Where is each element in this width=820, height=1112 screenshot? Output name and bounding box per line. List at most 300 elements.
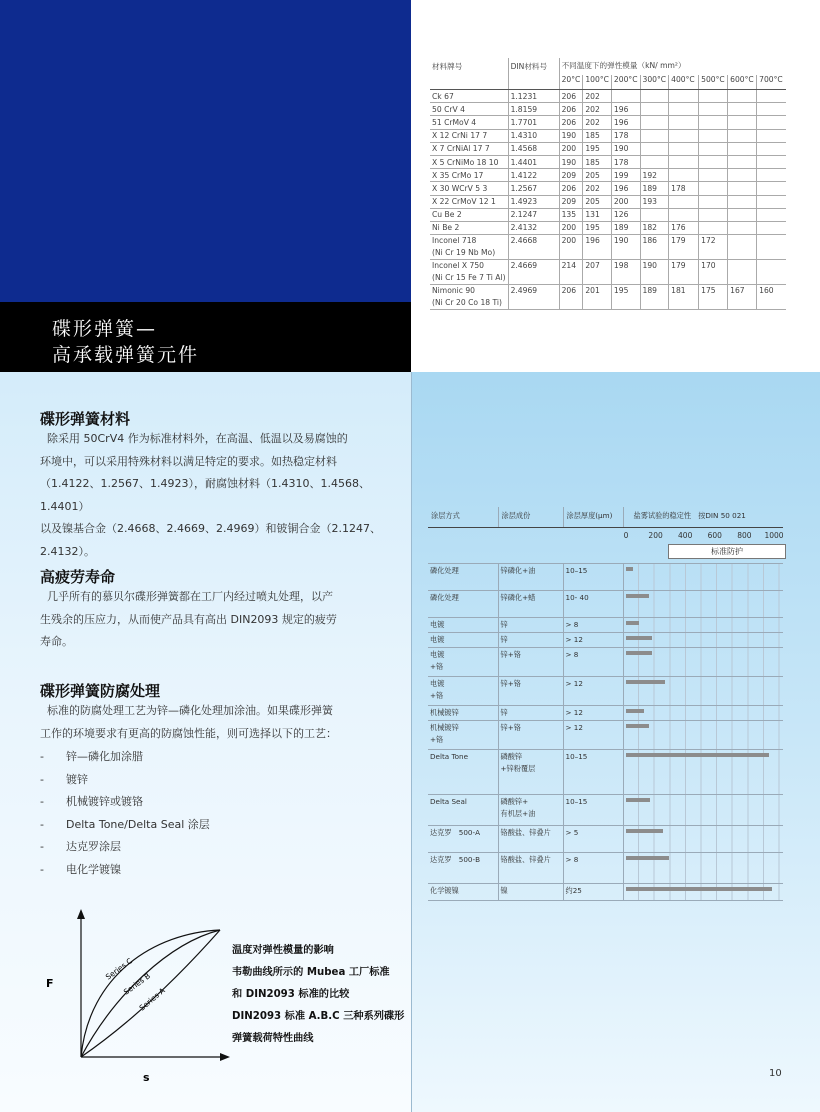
salt-spray-bar bbox=[626, 856, 670, 860]
cell-line: > 12 bbox=[565, 635, 583, 644]
salt-spray-cell bbox=[623, 721, 783, 750]
col-material: 材料牌号 bbox=[430, 58, 508, 90]
material-name bbox=[430, 116, 508, 129]
modulus-value: 167 bbox=[728, 285, 757, 310]
modulus-value: 176 bbox=[669, 221, 699, 234]
modulus-value: 185 bbox=[583, 155, 612, 168]
modulus-value: 196 bbox=[611, 182, 640, 195]
modulus-value bbox=[640, 142, 669, 155]
din-number: 1.8159 bbox=[508, 103, 559, 116]
coating-thickness bbox=[563, 706, 623, 721]
salt-spray-cell bbox=[623, 884, 783, 901]
modulus-value: 202 bbox=[583, 116, 612, 129]
modulus-value bbox=[699, 195, 728, 208]
cell-line: Delta Seal bbox=[430, 797, 467, 806]
modulus-value bbox=[699, 142, 728, 155]
cell-line: 锌磷化+蜡 bbox=[500, 593, 536, 602]
cell-line: > 5 bbox=[565, 828, 579, 837]
list-item bbox=[40, 836, 210, 859]
graph-caption bbox=[232, 940, 412, 1050]
salt-spray-bar bbox=[626, 887, 772, 891]
material-row bbox=[430, 103, 786, 116]
corrosion-options-list bbox=[40, 746, 210, 881]
salt-spray-bar bbox=[626, 680, 665, 684]
standard-protection-box: 标准防护 bbox=[668, 544, 786, 559]
temp-header: 600°C bbox=[728, 75, 757, 90]
salt-spray-bar bbox=[626, 709, 645, 713]
modulus-value bbox=[757, 142, 786, 155]
coating-thickness bbox=[563, 884, 623, 901]
modulus-value: 190 bbox=[559, 129, 583, 142]
list-item bbox=[40, 859, 210, 882]
cell-line: 机械镀锌 bbox=[430, 723, 459, 732]
material-row bbox=[430, 182, 786, 195]
modulus-value bbox=[669, 129, 699, 142]
modulus-value: 202 bbox=[583, 182, 612, 195]
modulus-value: 186 bbox=[640, 235, 669, 260]
list-item-text: 机械镀锌或镀铬 bbox=[66, 795, 143, 808]
modulus-value: 126 bbox=[611, 208, 640, 221]
scale-tick-label: 200 bbox=[648, 531, 663, 540]
list-dash: - bbox=[40, 817, 44, 831]
salt-spray-cell bbox=[623, 633, 783, 648]
coating-composition bbox=[498, 826, 563, 853]
modulus-value bbox=[728, 260, 757, 285]
modulus-value bbox=[757, 221, 786, 234]
modulus-value: 202 bbox=[583, 90, 612, 103]
salt-spray-bar bbox=[626, 753, 769, 757]
list-item bbox=[40, 769, 210, 792]
material-row bbox=[430, 221, 786, 234]
salt-spray-bar bbox=[626, 636, 652, 640]
din-number: 2.4132 bbox=[508, 221, 559, 234]
coating-thickness bbox=[563, 853, 623, 884]
series-c-label: Series C bbox=[103, 956, 135, 982]
page-title-line-2: 高承载弹簧元件 bbox=[52, 344, 200, 366]
salt-spray-cell bbox=[623, 826, 783, 853]
section-title-fatigue: 高疲劳寿命 bbox=[40, 568, 116, 586]
material-row bbox=[430, 90, 786, 103]
paragraph-line: 除采用 50CrV4 作为标准材料外，在高温、低温以及易腐蚀的 bbox=[47, 432, 348, 445]
coating-composition bbox=[498, 564, 563, 591]
modulus-value bbox=[669, 195, 699, 208]
modulus-value: 190 bbox=[611, 142, 640, 155]
salt-spray-cell bbox=[623, 591, 783, 618]
material-composition: (Ni Cr 20 Co 18 Ti) bbox=[432, 298, 502, 308]
coating-row bbox=[428, 706, 783, 721]
modulus-value bbox=[728, 103, 757, 116]
modulus-value bbox=[757, 129, 786, 142]
cell-line: 磷化处理 bbox=[430, 593, 459, 602]
material-row bbox=[430, 142, 786, 155]
modulus-value bbox=[757, 90, 786, 103]
modulus-value: 201 bbox=[583, 285, 612, 310]
modulus-value: 189 bbox=[640, 182, 669, 195]
material-name bbox=[430, 195, 508, 208]
modulus-value: 185 bbox=[583, 129, 612, 142]
cell-line: > 8 bbox=[565, 620, 579, 629]
corrosion-paragraph bbox=[40, 700, 385, 745]
material-grade: 51 CrMoV 4 bbox=[432, 117, 477, 127]
modulus-value bbox=[640, 208, 669, 221]
modulus-value: 179 bbox=[669, 235, 699, 260]
modulus-value bbox=[757, 208, 786, 221]
material-row bbox=[430, 260, 786, 285]
modulus-value: 181 bbox=[669, 285, 699, 310]
col-coating-thickness: 涂层厚度(μm) bbox=[563, 507, 623, 528]
col-salt-spray: 盐雾试验的稳定性 按DIN 50 021 bbox=[623, 507, 783, 528]
modulus-value: 206 bbox=[559, 116, 583, 129]
modulus-value: 200 bbox=[559, 142, 583, 155]
cell-line: 磷化处理 bbox=[430, 566, 459, 575]
y-axis-label: F bbox=[46, 977, 54, 990]
caption-line: 温度对弹性模量的影响 bbox=[232, 945, 334, 956]
temp-header: 100°C bbox=[583, 75, 612, 90]
cell-line: 铬酸盐、锌叠片 bbox=[500, 855, 551, 864]
din-number: 1.4923 bbox=[508, 195, 559, 208]
cell-line: 电镀 bbox=[430, 679, 445, 688]
coating-composition bbox=[498, 721, 563, 750]
modulus-value: 135 bbox=[559, 208, 583, 221]
temp-header: 300°C bbox=[640, 75, 669, 90]
modulus-value bbox=[728, 221, 757, 234]
list-item-text: 锌—磷化加涂腊 bbox=[66, 750, 143, 763]
modulus-value bbox=[757, 260, 786, 285]
salt-spray-cell bbox=[623, 618, 783, 633]
cell-line: 锌+铬 bbox=[500, 723, 521, 732]
coating-table bbox=[428, 507, 783, 901]
modulus-value bbox=[757, 116, 786, 129]
din-number: 1.4401 bbox=[508, 155, 559, 168]
modulus-value bbox=[699, 90, 728, 103]
salt-spray-cell bbox=[623, 795, 783, 826]
modulus-value: 200 bbox=[559, 235, 583, 260]
cell-line: > 8 bbox=[565, 855, 579, 864]
cell-line: +铬 bbox=[430, 662, 444, 671]
material-row bbox=[430, 129, 786, 142]
caption-line: 韦勒曲线所示的 Mubea 工厂标准 bbox=[232, 967, 390, 978]
col-modulus: 不同温度下的弹性模量（kN/ mm²） bbox=[559, 58, 786, 75]
modulus-value: 192 bbox=[640, 169, 669, 182]
material-name bbox=[430, 285, 508, 310]
coating-composition bbox=[498, 618, 563, 633]
material-row bbox=[430, 195, 786, 208]
din-number: 1.7701 bbox=[508, 116, 559, 129]
modulus-value: 193 bbox=[640, 195, 669, 208]
modulus-value: 190 bbox=[640, 260, 669, 285]
cell-line: 铬酸盐、锌叠片 bbox=[500, 828, 551, 837]
modulus-value bbox=[669, 155, 699, 168]
modulus-value bbox=[699, 182, 728, 195]
fatigue-paragraph bbox=[40, 586, 385, 654]
coating-method bbox=[428, 795, 498, 826]
modulus-value: 190 bbox=[559, 155, 583, 168]
cell-line: 机械镀锌 bbox=[430, 708, 459, 717]
temp-header: 20°C bbox=[559, 75, 583, 90]
coating-method bbox=[428, 826, 498, 853]
paragraph-line: （1.4122、1.2567、1.4923），耐腐蚀材料（1.4310、1.4568、1.4401） bbox=[40, 477, 370, 513]
salt-spray-bar bbox=[626, 829, 664, 833]
salt-spray-cell bbox=[623, 706, 783, 721]
modulus-value bbox=[640, 116, 669, 129]
modulus-value bbox=[640, 103, 669, 116]
cell-line: 锌+铬 bbox=[500, 679, 521, 688]
material-name bbox=[430, 221, 508, 234]
coating-method bbox=[428, 591, 498, 618]
material-row bbox=[430, 169, 786, 182]
modulus-value bbox=[669, 116, 699, 129]
din-number: 2.4969 bbox=[508, 285, 559, 310]
modulus-value: 205 bbox=[583, 169, 612, 182]
modulus-value: 179 bbox=[669, 260, 699, 285]
salt-spray-scale bbox=[623, 531, 784, 545]
coating-thickness bbox=[563, 677, 623, 706]
modulus-value bbox=[640, 129, 669, 142]
modulus-value: 200 bbox=[559, 221, 583, 234]
coating-row bbox=[428, 884, 783, 901]
coating-method bbox=[428, 884, 498, 901]
modulus-value: 196 bbox=[611, 116, 640, 129]
temp-header: 200°C bbox=[611, 75, 640, 90]
coating-thickness bbox=[563, 648, 623, 677]
coating-method bbox=[428, 853, 498, 884]
material-grade: X 7 CrNiAl 17 7 bbox=[432, 144, 490, 154]
caption-line: 弹簧载荷特性曲线 bbox=[232, 1033, 314, 1044]
modulus-value bbox=[757, 195, 786, 208]
modulus-value: 196 bbox=[611, 103, 640, 116]
coating-thickness bbox=[563, 721, 623, 750]
modulus-value: 202 bbox=[583, 103, 612, 116]
paragraph-line: 生残余的压应力，从而使产品具有高出 DIN2093 规定的疲劳 bbox=[40, 612, 337, 626]
modulus-value: 207 bbox=[583, 260, 612, 285]
din-number: 2.4668 bbox=[508, 235, 559, 260]
modulus-value: 189 bbox=[640, 285, 669, 310]
salt-spray-bar bbox=[626, 724, 649, 728]
salt-spray-bar bbox=[626, 567, 633, 571]
modulus-value bbox=[699, 155, 728, 168]
coating-thickness bbox=[563, 564, 623, 591]
coating-composition bbox=[498, 648, 563, 677]
modulus-value bbox=[728, 208, 757, 221]
coating-row bbox=[428, 618, 783, 633]
modulus-value bbox=[728, 169, 757, 182]
cell-line: 锌 bbox=[500, 620, 508, 629]
coating-method bbox=[428, 706, 498, 721]
modulus-value bbox=[699, 221, 728, 234]
material-row bbox=[430, 235, 786, 260]
list-dash: - bbox=[40, 750, 44, 763]
salt-spray-cell bbox=[623, 648, 783, 677]
modulus-value: 195 bbox=[583, 142, 612, 155]
cell-line: 10- 40 bbox=[565, 593, 589, 602]
din-number: 2.4669 bbox=[508, 260, 559, 285]
modulus-value: 160 bbox=[757, 285, 786, 310]
material-name bbox=[430, 155, 508, 168]
modulus-value bbox=[728, 116, 757, 129]
cell-line: +铬 bbox=[430, 735, 444, 744]
material-row bbox=[430, 208, 786, 221]
material-name bbox=[430, 208, 508, 221]
modulus-value: 195 bbox=[583, 221, 612, 234]
section-title-materials: 碟形弹簧材料 bbox=[40, 410, 131, 428]
modulus-value bbox=[728, 182, 757, 195]
coating-row bbox=[428, 795, 783, 826]
materials-paragraph bbox=[40, 428, 385, 563]
coating-row bbox=[428, 853, 783, 884]
material-grade: Inconel X 750 bbox=[432, 261, 484, 271]
modulus-value: 206 bbox=[559, 103, 583, 116]
modulus-value: 200 bbox=[611, 195, 640, 208]
material-name bbox=[430, 142, 508, 155]
list-item-text: 电化学镀镍 bbox=[66, 862, 121, 876]
modulus-value bbox=[728, 129, 757, 142]
modulus-value: 209 bbox=[559, 169, 583, 182]
din-number: 1.4122 bbox=[508, 169, 559, 182]
coating-composition bbox=[498, 591, 563, 618]
cell-line: 达克罗 500-B bbox=[430, 855, 480, 864]
scale-tick-label: 600 bbox=[707, 531, 722, 540]
cell-line: 10–15 bbox=[565, 797, 588, 806]
cell-line: 镍 bbox=[500, 886, 508, 895]
material-row bbox=[430, 116, 786, 129]
cell-line: 磷酸锌+ bbox=[500, 797, 529, 806]
modulus-value: 209 bbox=[559, 195, 583, 208]
material-row bbox=[430, 155, 786, 168]
x-axis-arrow bbox=[220, 1053, 230, 1061]
list-item bbox=[40, 814, 210, 837]
col-coating-method: 涂层方式 bbox=[428, 507, 498, 528]
paragraph-line: 以及镍基合金（2.4668、2.4669、2.4969）和铍铜合金（2.1247、 bbox=[40, 522, 381, 535]
coating-composition bbox=[498, 633, 563, 648]
paragraph-line: 几乎所有的慕贝尔碟形弹簧都在工厂内经过喷丸处理，以产 bbox=[47, 590, 333, 603]
coating-composition bbox=[498, 795, 563, 826]
material-grade: X 30 WCrV 5 3 bbox=[432, 183, 488, 193]
coating-row bbox=[428, 677, 783, 706]
y-axis-arrow bbox=[77, 909, 85, 919]
page-number: 10 bbox=[769, 1068, 782, 1079]
x-axis-label: s bbox=[143, 1071, 150, 1084]
modulus-value bbox=[728, 235, 757, 260]
modulus-value bbox=[728, 142, 757, 155]
modulus-value: 178 bbox=[611, 129, 640, 142]
list-dash: - bbox=[40, 772, 44, 786]
modulus-value: 206 bbox=[559, 90, 583, 103]
coating-composition bbox=[498, 706, 563, 721]
scale-tick-label: 400 bbox=[678, 531, 693, 540]
cell-line: 磷酸锌 bbox=[500, 752, 523, 761]
list-dash: - bbox=[40, 862, 44, 876]
modulus-value bbox=[728, 195, 757, 208]
modulus-value: 178 bbox=[669, 182, 699, 195]
din-number: 1.2567 bbox=[508, 182, 559, 195]
material-name bbox=[430, 169, 508, 182]
material-grade: Ck 67 bbox=[432, 91, 454, 101]
modulus-value bbox=[669, 90, 699, 103]
material-grade: X 5 CrNiMo 18 10 bbox=[432, 157, 499, 167]
cell-line: > 12 bbox=[565, 708, 583, 717]
modulus-value bbox=[699, 169, 728, 182]
series-a-label: Series A bbox=[137, 985, 167, 1013]
list-item-text: 镀锌 bbox=[66, 772, 88, 786]
coating-thickness bbox=[563, 618, 623, 633]
cell-line: > 12 bbox=[565, 679, 583, 688]
material-composition: (Ni Cr 19 Nb Mo) bbox=[432, 248, 496, 258]
cell-line: 锌 bbox=[500, 635, 508, 644]
modulus-value: 214 bbox=[559, 260, 583, 285]
temp-header: 700°C bbox=[757, 75, 786, 90]
coating-thickness bbox=[563, 795, 623, 826]
coating-thickness bbox=[563, 826, 623, 853]
coating-method bbox=[428, 618, 498, 633]
cell-line: +锌粉覆层 bbox=[500, 764, 536, 773]
modulus-value bbox=[669, 169, 699, 182]
modulus-value: 172 bbox=[699, 235, 728, 260]
modulus-value: 198 bbox=[611, 260, 640, 285]
salt-spray-bar bbox=[626, 651, 652, 655]
modulus-value bbox=[757, 182, 786, 195]
section-title-corrosion: 碟形弹簧防腐处理 bbox=[40, 682, 161, 700]
material-composition: (Ni Cr 15 Fe 7 Ti Al) bbox=[432, 273, 506, 283]
coating-row bbox=[428, 564, 783, 591]
material-grade: Nimonic 90 bbox=[432, 286, 476, 296]
paragraph-line: 标准的防腐处理工艺为锌—磷化处理加涂油。如果碟形弹簧 bbox=[47, 704, 333, 717]
material-grade: 50 CrV 4 bbox=[432, 104, 465, 114]
cell-line: Delta Tone bbox=[430, 752, 469, 761]
cell-line: > 8 bbox=[565, 650, 579, 659]
cell-line: 10–15 bbox=[565, 752, 588, 761]
material-grade: Inconel 718 bbox=[432, 236, 477, 246]
coating-method bbox=[428, 750, 498, 795]
coating-composition bbox=[498, 853, 563, 884]
title-band bbox=[0, 302, 411, 372]
salt-spray-cell bbox=[623, 677, 783, 706]
din-number: 1.4568 bbox=[508, 142, 559, 155]
page-title-line-1: 碟形弹簧— bbox=[52, 318, 158, 340]
list-item-text: Delta Tone/Delta Seal 涂层 bbox=[66, 817, 210, 831]
cell-line: 约25 bbox=[565, 886, 582, 895]
materials-table-body bbox=[430, 90, 786, 310]
materials-modulus-table bbox=[430, 58, 786, 310]
list-dash: - bbox=[40, 840, 44, 853]
modulus-value bbox=[699, 208, 728, 221]
col-coating-composition: 涂层成份 bbox=[498, 507, 563, 528]
salt-spray-bar bbox=[626, 594, 649, 598]
list-item bbox=[40, 791, 210, 814]
modulus-value bbox=[640, 155, 669, 168]
cell-line: +铬 bbox=[430, 691, 444, 700]
scale-tick-label: 1000 bbox=[764, 531, 784, 540]
modulus-value bbox=[699, 116, 728, 129]
modulus-value: 131 bbox=[583, 208, 612, 221]
coating-composition bbox=[498, 677, 563, 706]
modulus-value bbox=[669, 103, 699, 116]
coating-thickness bbox=[563, 591, 623, 618]
paragraph-line: 寿命。 bbox=[40, 635, 73, 648]
coating-method bbox=[428, 648, 498, 677]
coating-table-body bbox=[428, 564, 783, 901]
paragraph-line: 2.4132）。 bbox=[40, 544, 95, 558]
salt-spray-cell bbox=[623, 853, 783, 884]
modulus-value bbox=[699, 129, 728, 142]
modulus-value bbox=[728, 90, 757, 103]
coating-row bbox=[428, 750, 783, 795]
list-item-text: 达克罗涂层 bbox=[66, 840, 121, 853]
modulus-value: 175 bbox=[699, 285, 728, 310]
salt-spray-cell bbox=[623, 564, 783, 591]
din-number: 2.1247 bbox=[508, 208, 559, 221]
material-grade: X 35 CrMo 17 bbox=[432, 170, 484, 180]
cell-line: 电镀 bbox=[430, 620, 445, 629]
